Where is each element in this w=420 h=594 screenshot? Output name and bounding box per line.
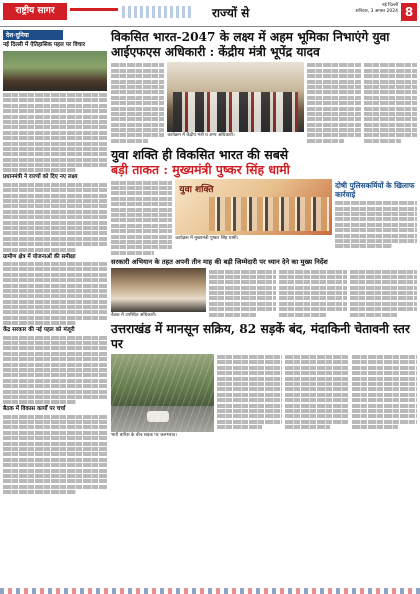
third-story-body xyxy=(111,268,417,319)
lead-story-body xyxy=(111,62,417,144)
second-story-body xyxy=(111,179,417,256)
brand-underline xyxy=(70,8,118,11)
story3-headline: ग्रामीण क्षेत्र में योजनाओं की समीक्षा xyxy=(3,253,76,260)
section-name: राज्यों से xyxy=(212,6,250,20)
masthead xyxy=(0,0,420,27)
side-story-headline: दोषी पुलिसकर्मियों के खिलाफ कार्रवाई xyxy=(335,181,415,200)
story1-headline: नई दिल्ली में ऐतिहासिक पहल पर विचार xyxy=(3,42,85,48)
meeting-photo xyxy=(111,268,206,312)
section-tab: देश-दुनिया xyxy=(3,30,63,40)
main-area xyxy=(111,30,417,588)
third-photo-caption: बैठक में उपस्थित अधिकारी। xyxy=(111,313,157,319)
issue-info xyxy=(320,3,398,15)
story2-headline: प्रधानमंत्री ने राज्यों को दिए नए लक्ष्य xyxy=(3,174,78,181)
city: नई दिल्ली xyxy=(382,3,398,8)
footer-strip xyxy=(0,588,420,594)
story5-headline: बैठक में विकास कार्यों पर चर्चा xyxy=(3,406,66,413)
left-column xyxy=(3,30,107,588)
story1-photo xyxy=(3,51,107,91)
lead-headline: विकसित भारत-2047 के लक्ष्य में अहम भूमिका निभाएंगे युवा आईएफएस अधिकारी : केंद्रीय मंत्री भूपेंद्र यादव xyxy=(111,30,390,59)
issue-date: शनिवार, 3 अगस्त 2024 xyxy=(355,9,398,14)
story4-headline: केंद्र सरकार की नई पहल को मंजूरी xyxy=(3,327,75,334)
page-number: 8 xyxy=(401,3,417,21)
third-headline: सरकारी अभियान के तहत अपनी तीन माह की बड़ी जिम्मेदारी पर ध्यान देने का मुख्य निर्देश xyxy=(111,258,328,267)
monsoon-photo xyxy=(111,354,214,432)
event-poster-photo xyxy=(175,179,332,235)
fourth-headline: उत्तराखंड में मानसून सक्रिय, 82 सड़कें बंद, मंदाकिनी चेतावनी स्तर पर xyxy=(111,321,410,351)
second-headline xyxy=(111,147,417,177)
lead-photo-caption: कार्यक्रम में केंद्रीय मंत्री व अन्य अधिकारी। xyxy=(167,133,235,138)
second-headline-part1: युवा शक्ति ही विकसित भारत की सबसे xyxy=(111,147,289,163)
newspaper-brand: राष्ट्रीय सागर xyxy=(3,3,67,20)
poster-title: युवा शक्ति xyxy=(179,185,214,196)
second-headline-part2: बड़ी ताकत : मुख्यमंत्री पुष्कर सिंह धामी xyxy=(111,162,290,178)
fourth-story-body xyxy=(111,354,417,439)
lead-photo xyxy=(167,62,304,132)
second-photo-caption: कार्यक्रम में मुख्यमंत्री पुष्कर सिंह धामी। xyxy=(175,236,239,242)
masthead-decoration xyxy=(122,6,192,18)
fourth-photo-caption: भारी बारिश के बीच सड़क पर जलभराव। xyxy=(111,432,177,438)
